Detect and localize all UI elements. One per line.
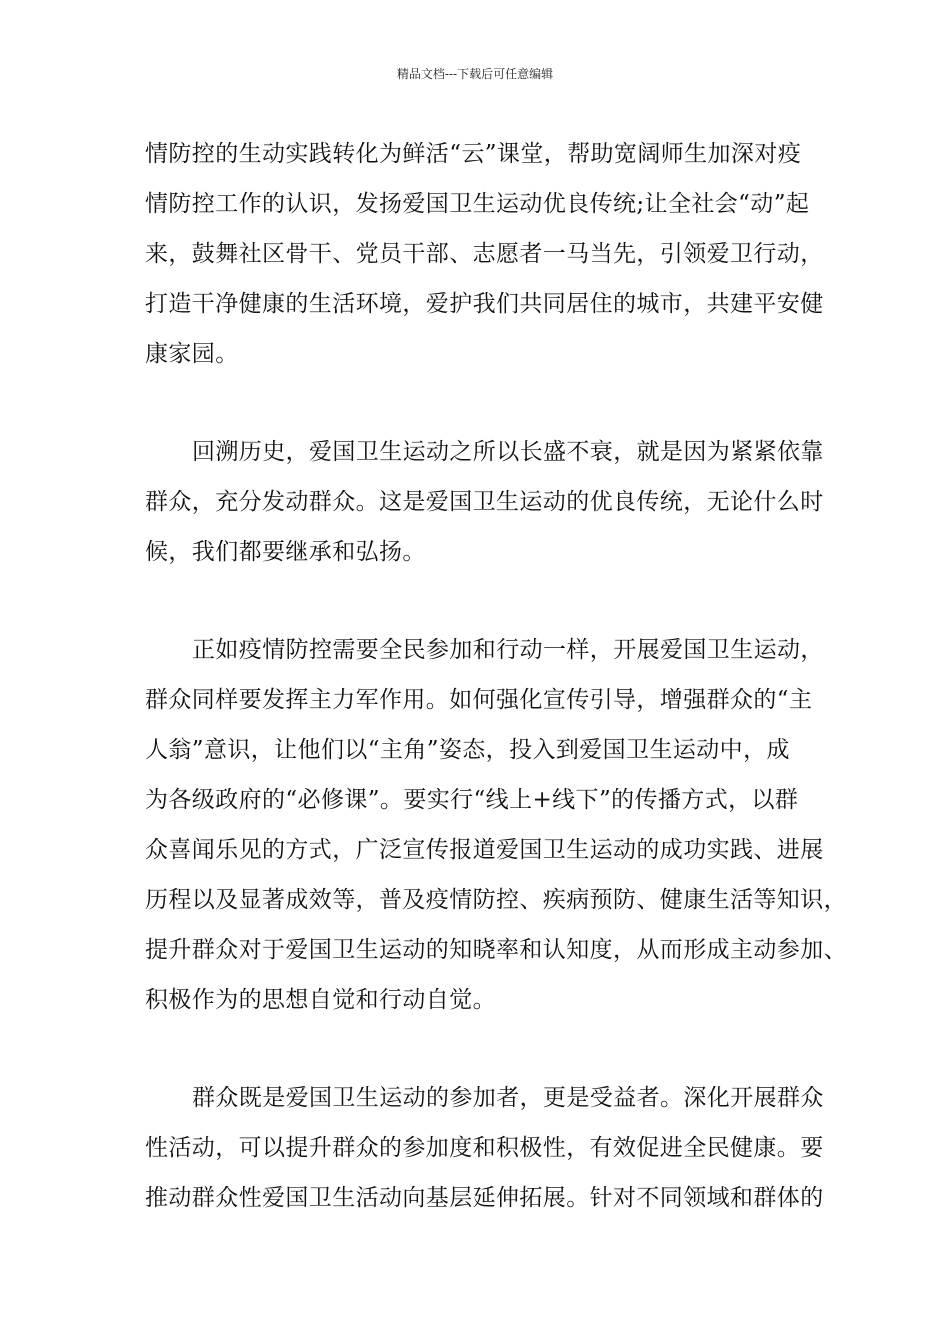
paragraph-line: 来，鼓舞社区骨干、党员干部、志愿者一马当先，引领爱卫行动，	[145, 241, 824, 267]
paragraph-line: 积极作为的思想自觉和行动自觉。	[145, 987, 496, 1013]
paragraph-1	[145, 131, 825, 381]
paragraph-line: 群众，充分发动群众。这是爱国卫生运动的优良传统，无论什么时	[145, 489, 824, 515]
paragraph-line: 提升群众对于爱国卫生运动的知晓率和认知度，从而形成主动参加、	[145, 937, 847, 963]
paragraph-line: 打造干净健康的生活环境，爱护我们共同居住的城市，共建平安健	[145, 291, 824, 317]
document-body	[145, 131, 847, 1225]
paragraph-line: 众喜闻乐见的方式，广泛宣传报道爱国卫生运动的成功实践、进展	[145, 837, 824, 863]
paragraph-line: 人翁”意识，让他们以“主角”姿态，投入到爱国卫生运动中，成	[145, 737, 790, 763]
paragraph-2	[145, 429, 825, 579]
paragraph-spacer	[145, 579, 825, 627]
page-header: 精品文档---下载后可任意编辑	[396, 67, 554, 81]
paragraph-line: 推动群众性爱国卫生活动向基层延伸拓展。针对不同领域和群体的	[145, 1185, 824, 1211]
paragraph-spacer	[145, 381, 825, 429]
paragraph-line: 历程以及显著成效等，普及疫情防控、疾病预防、健康生活等知识，	[145, 887, 847, 913]
paragraph-4	[145, 1075, 825, 1225]
paragraph-line: 为各级政府的“必修课”。要实行“线上+线下”的传播方式，以群	[145, 787, 799, 813]
paragraph-line: 群众同样要发挥主力军作用。如何强化宣传引导，增强群众的“主	[145, 687, 813, 713]
paragraph-line: 正如疫情防控需要全民参加和行动一样，开展爱国卫生运动，	[192, 637, 824, 663]
paragraph-line: 情防控工作的认识，发扬爱国卫生运动优良传统;让全社会“动”起	[145, 191, 810, 217]
paragraph-line: 群众既是爱国卫生运动的参加者，更是受益者。深化开展群众	[192, 1085, 824, 1111]
paragraph-line: 候，我们都要继承和弘扬。	[145, 539, 426, 565]
paragraph-3	[145, 627, 847, 1027]
paragraph-line: 性活动，可以提升群众的参加度和积极性，有效促进全民健康。要	[145, 1135, 824, 1161]
paragraph-spacer	[145, 1027, 825, 1075]
paragraph-line: 康家园。	[145, 341, 239, 367]
paragraph-line: 情防控的生动实践转化为鲜活“云”课堂，帮助宽阔师生加深对疫	[145, 141, 802, 167]
paragraph-line: 回溯历史，爱国卫生运动之所以长盛不衰，就是因为紧紧依靠	[192, 439, 824, 465]
